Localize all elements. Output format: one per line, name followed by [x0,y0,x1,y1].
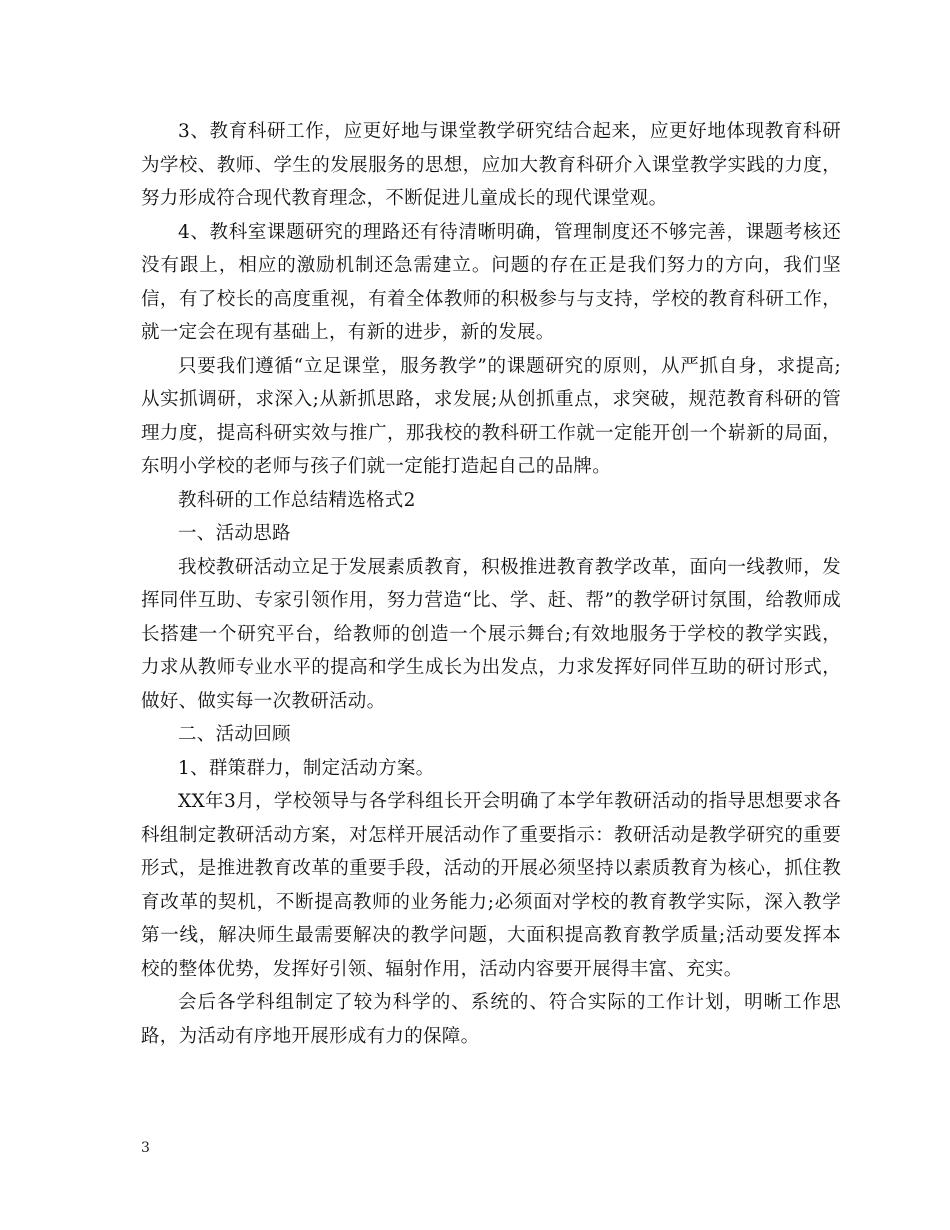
heading-activity-ideas: 一、活动思路 [178,523,291,544]
paragraph-activity-ideas: 我校教研活动立足于发展素质教育，积极推进教育教学改革，面向一线教师，发挥同伴互助、专家引领作用，努力营造“比、学、赶、帮”的教学研讨氛围，给教师成长搭建一个研究平台，给教师的创造一个展示舞台;有效地服务于学校的教学实践，力求从教师专业水平的提高和学生成长为出发点，力求发挥好同伴互助的研讨形式，做好、做实每一次教研活动。 [141,556,841,712]
paragraph-meeting: XX年3月，学校领导与各学科组长开会明确了本学年教研活动的指导思想要求各科组制定教研活动方案，对怎样开展活动作了重要指示：教研活动是教学研究的重要形式，是推进教育改革的重要手段，活动的开展必须坚持以素质教育为核心，抓住教育改革的契机，不断提高教师的业务能力;必须面对学校的教育教学实际，深入教学第一线，解决师生最需要解决的教学问题，大面积提高教育教学质量;活动要发挥本校的整体优势，发挥好引领、辐射作用，活动内容要开展得丰富、充实。 [141,791,841,980]
paragraph-principles: 只要我们遵循“立足课堂，服务教学”的课题研究的原则，从严抓自身，求提高;从实抓调研，求深入;从新抓思路，求发展;从创抓重点，求突破，规范教育科研的管理力度，提高科研实效与推广，那我校的教科研工作就一定能开创一个崭新的局面，东明小学校的老师与孩子们就一定能打造起自己的品牌。 [141,355,841,477]
paragraph-work-plan: 会后各学科组制定了较为科学的、系统的、符合实际的工作计划，明晰工作思路，为活动有序地开展形成有力的保障。 [141,992,841,1047]
paragraph-research-work: 3、教育科研工作，应更好地与课堂教学研究结合起来，应更好地体现教育科研为学校、教师、学生的发展服务的思想，应加大教育科研介入课堂教学实践的力度，努力形成符合现代教育理念，不断促进儿童成长的现代课堂观。 [141,121,841,209]
paragraph-project-research: 4、教科室课题研究的理路还有待清晰明确，管理制度还不够完善，课题考核还没有跟上，相应的激励机制还急需建立。问题的存在正是我们努力的方向，我们坚信，有了校长的高度重视，有着全体教师的积极参与与支持，学校的教育科研工作，就一定会在现有基础上，有新的进步，新的发展。 [141,221,841,343]
page-number: 3 [141,1140,150,1156]
subheading-plan: 1、群策群力，制定活动方案。 [178,757,435,779]
section-title: 教科研的工作总结精选格式2 [178,489,416,511]
document-body [141,115,841,1053]
heading-activity-review: 二、活动回顾 [178,724,291,745]
